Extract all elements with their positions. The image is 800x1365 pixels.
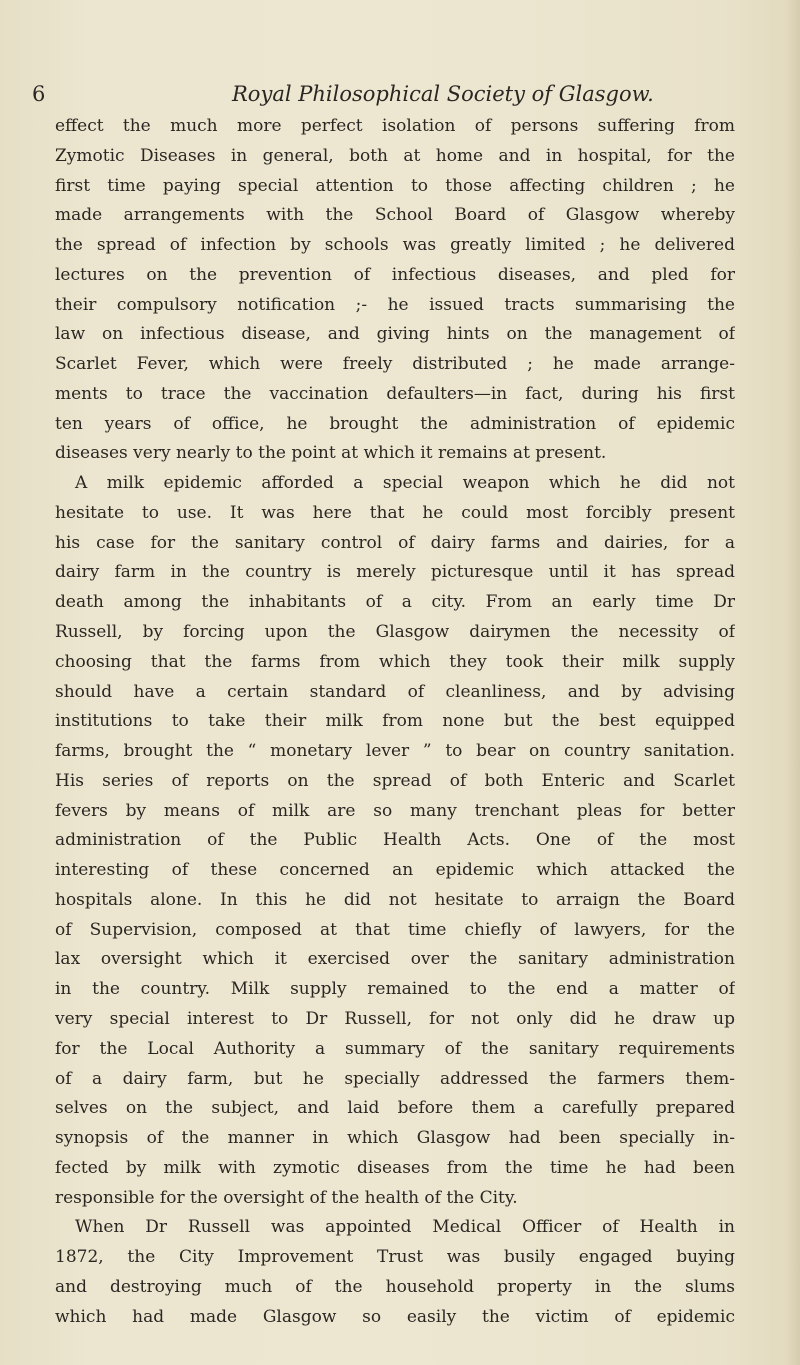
text-line: choosing that the farms from which they took their milk supply (55, 651, 735, 672)
text-line: diseases very nearly to the point at which it remains at present. (55, 443, 607, 464)
text-line: the spread of infection by schools was greatly limited ; he delivered (55, 235, 735, 256)
text-line: fected by milk with zymotic diseases from the time he had been (55, 1157, 735, 1178)
text-line: 1872, the City Improvement Trust was busily engaged buying (55, 1247, 735, 1268)
text-line: administration of the Public Health Acts. One of the most (55, 830, 735, 851)
journal-title: Royal Philosophical Society of Glasgow. (232, 82, 654, 106)
paragraph-start-line: A milk epidemic afforded a special weapon which he did not (75, 473, 735, 494)
text-line: very special interest to Dr Russell, for not only did he draw up (55, 1008, 735, 1029)
text-line: law on infectious disease, and giving hints on the management of (55, 324, 735, 345)
running-head (32, 79, 732, 109)
text-line: His series of reports on the spread of both Enteric and Scarlet (55, 770, 735, 791)
text-line: dairy farm in the country is merely picturesque until it has spread (55, 562, 735, 583)
text-line: Russell, by forcing upon the Glasgow dairymen the necessity of (55, 622, 735, 643)
text-line: should have a certain standard of cleanliness, and by advising (55, 681, 735, 702)
text-line: their compulsory notification ;- he issued tracts summarising the (55, 294, 735, 315)
text-line: lax oversight which it exercised over the sanitary administration (55, 949, 735, 970)
text-line: farms, brought the “ monetary lever ” to bear on country sanitation. (55, 741, 735, 762)
body-text (55, 112, 735, 1332)
text-line: effect the much more perfect isolation of persons suffering from (55, 116, 735, 136)
text-line: hesitate to use. It was here that he could most forcibly present (55, 502, 735, 523)
text-line: Scarlet Fever, which were freely distributed ; he made arrange- (55, 354, 735, 375)
text-line: ten years of office, he brought the administration of epidemic (55, 413, 735, 434)
text-line: institutions to take their milk from none but the best equipped (55, 711, 735, 732)
text-line: of Supervision, composed at that time chiefly of lawyers, for the (55, 919, 735, 940)
text-line: ments to trace the vaccination defaulters—in fact, during his first (55, 383, 735, 404)
text-line: death among the inhabitants of a city. From an early time Dr (55, 592, 735, 613)
text-line: made arrangements with the School Board of Glasgow whereby (55, 205, 735, 226)
text-line: hospitals alone. In this he did not hesitate to arraign the Board (55, 889, 735, 910)
page-number: 6 (32, 82, 46, 106)
text-line: fevers by means of milk are so many trenchant pleas for better (55, 800, 735, 821)
paragraph-start-line: When Dr Russell was appointed Medical Officer of Health in (75, 1217, 735, 1238)
text-line: his case for the sanitary control of dairy farms and dairies, for a (55, 532, 735, 553)
text-line: and destroying much of the household property in the slums (55, 1276, 735, 1297)
text-line: which had made Glasgow so easily the victim of epidemic (55, 1306, 735, 1327)
text-line: selves on the subject, and laid before them a carefully prepared (55, 1098, 735, 1119)
text-line: of a dairy farm, but he specially addressed the farmers them- (55, 1068, 735, 1089)
text-line: lectures on the prevention of infectious diseases, and pled for (55, 264, 735, 285)
text-line: Zymotic Diseases in general, both at home and in hospital, for the (55, 145, 735, 166)
text-line: interesting of these concerned an epidemic which attacked the (55, 860, 735, 881)
page-edge-shadow (786, 0, 800, 1365)
text-line: first time paying special attention to those affecting children ; he (55, 175, 735, 196)
text-line: in the country. Milk supply remained to the end a matter of (55, 979, 735, 1000)
text-line: for the Local Authority a summary of the sanitary requirements (55, 1038, 735, 1059)
text-line: responsible for the oversight of the health of the City. (55, 1187, 518, 1208)
text-line: synopsis of the manner in which Glasgow had been specially in- (55, 1128, 735, 1149)
